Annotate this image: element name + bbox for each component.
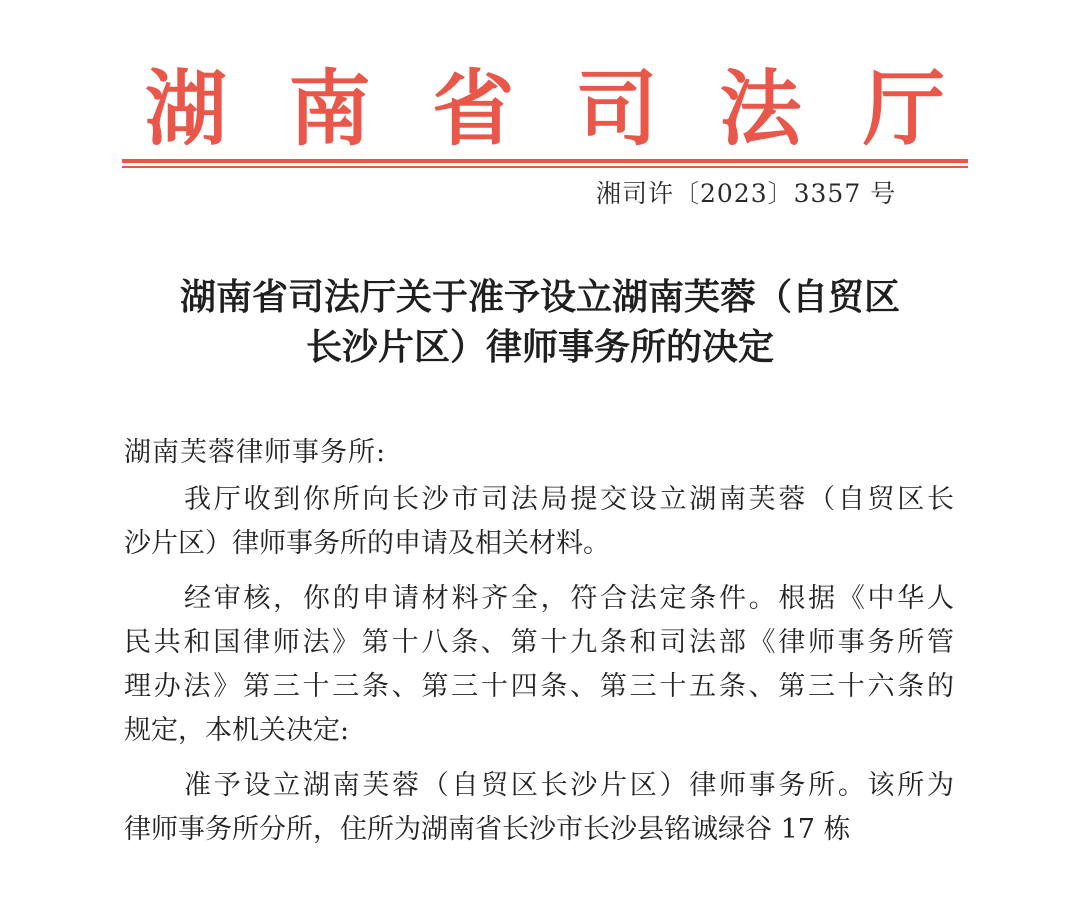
paragraph bbox=[124, 478, 954, 566]
text-line: 律师事务所分所，住所为湖南省长沙市长沙县铭诚绿谷 17 栋 bbox=[124, 814, 851, 845]
header-divider-thick bbox=[122, 159, 968, 163]
paragraph bbox=[124, 577, 954, 753]
document-number: 湘司许〔2023〕3357 号 bbox=[596, 179, 897, 208]
text-line: 规定，本机关决定: bbox=[124, 715, 350, 746]
title-line: 长沙片区）律师事务所的决定 bbox=[305, 327, 774, 368]
issuer-char: 省 bbox=[432, 62, 515, 157]
text-line: 沙片区）律师事务所的申请及相关材料。 bbox=[124, 528, 610, 559]
text-line: 理办法》第三十三条、第三十四条、第三十五条、第三十六条的 bbox=[124, 671, 954, 702]
header-divider-thin bbox=[122, 166, 968, 168]
text-line: 经审核，你的申请材料齐全，符合法定条件。根据《中华人 bbox=[184, 583, 954, 614]
issuer-char: 法 bbox=[719, 62, 802, 157]
text-line: 民共和国律师法》第十八条、第十九条和司法部《律师事务所管 bbox=[124, 627, 954, 658]
issuer-char: 南 bbox=[288, 62, 371, 157]
issuer-char: 厅 bbox=[862, 62, 945, 157]
text-line: 准予设立湖南芙蓉（自贸区长沙片区）律师事务所。该所为 bbox=[184, 770, 954, 801]
issuer-char: 司 bbox=[575, 62, 658, 157]
text-line: 我厅收到你所向长沙市司法局提交设立湖南芙蓉（自贸区长 bbox=[184, 484, 954, 515]
paragraph bbox=[124, 764, 954, 852]
recipient-salutation: 湖南芙蓉律师事务所: bbox=[124, 437, 387, 468]
title-line: 湖南省司法厅关于准予设立湖南芙蓉（自贸区 bbox=[179, 277, 900, 318]
issuer-title bbox=[145, 62, 945, 158]
issuer-char: 湖 bbox=[145, 62, 228, 157]
document-body bbox=[124, 478, 954, 863]
document-title bbox=[120, 273, 960, 373]
